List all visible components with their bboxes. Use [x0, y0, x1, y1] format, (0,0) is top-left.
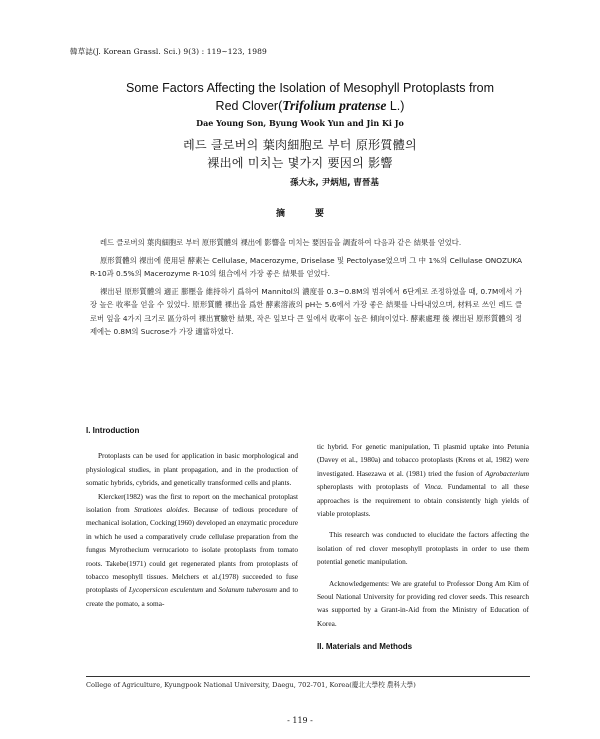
authors-korean: 孫大永, 尹炳旭, 曺晉基 — [290, 178, 379, 188]
abstract-heading: 摘要 — [275, 209, 354, 219]
title-korean-line1: 레드 클로버의 葉肉細胞로 부터 原形質體의 — [183, 138, 417, 152]
title-english-line2 — [60, 97, 560, 115]
title-korean-line2: 裸出에 미치는 몇가지 要因의 影響 — [207, 156, 393, 170]
intro-paragraph-2 — [86, 490, 298, 611]
page-number: - 119 - — [287, 716, 313, 725]
species-name: Trifolium pratense — [282, 98, 387, 113]
intro-paragraph-3 — [317, 440, 529, 520]
footnote-divider — [86, 676, 530, 677]
species-name: Agrobacterium — [485, 468, 529, 478]
title-part: L.) — [386, 99, 405, 113]
species-name: Solanum tuberosum — [218, 585, 277, 595]
authors-english: Dae Young Son, Byung Wook Yun and Jin Ki Jo — [196, 118, 404, 128]
intro-paragraph-1: Protoplasts can be used for application in basic morphological and physiological studies, in plant propagation, and in the production of somatic hybrids, cybrids, and genetically transformed cells and plants. — [86, 451, 298, 488]
acknowledgements: Acknowledgements: We are grateful to Professor Dong Am Kim of Seoul National University for providing red clover seeds. This research was supported by a Grant-in-Aid from the Ministry of Education of Korea. — [317, 578, 529, 628]
text-run: and — [203, 585, 219, 595]
text-run: tic hybrid. For genetic manipulation, Ti plasmid uptake into Petunia (Davey et al., 1980a) and tobacco protoplasts (Krens et al, 1982) were investigated. Hasezawa et al. (1981) tried the fusion of — [317, 442, 529, 478]
abstract-paragraph: 裸出된 原形質體의 適正 膨壓을 維持하기 爲하여 Mannitol의 濃度를 0.3~0.8M의 범위에서 6단계로 조정하였을 때, 0.7M에서 가장 높은 收率을 얻을 수 있었다. 原形質體 裸出을 爲한 酵素溶液의 pH는 5.6에서 가장 좋은 結果를 나타내었으며, 材料로 쓰인 레드 클로버 잎을 4가지 크기로 區分하여 裸出實驗한 結果, 작은 잎보다 큰 잎에서 收率이 높은 傾向이었다. 酵素處理 後 裸出된 原形質體의 정제에는 0.8M의 Sucrose가 가장 適當하였다. — [90, 286, 522, 336]
title-part: Red Clover( — [215, 99, 283, 113]
text-run: spheroplasts with protoplasts of — [317, 482, 425, 492]
journal-citation: 韓草誌(J. Korean Grassl. Sci.) 9(3) : 119~123, 1989 — [70, 47, 267, 56]
text-run: Klercker(1982) was the first to report on the mechanical protoplast isolation from — [86, 491, 298, 515]
title-english — [60, 80, 560, 115]
text-run: . Because of tedious procedure of mechanical isolation, Cocking(1960) developed an enzymatic procedure in which he used a comparatively crude cellulase preparation from the fungus Myrothecium verrucarioto to isolate protoplasts from tomato roots. Takebe(1971) could get regenerated plants from protoplasts of tobacco mesophyll tissues. Melchers et al.(1978) succeeded to fuse protoplasts of — [86, 505, 298, 595]
species-name: Vinca — [424, 482, 441, 492]
column-right — [317, 440, 529, 654]
abstract-paragraph: 原形質體의 裸出에 使用된 酵素는 Cellulase, Macerozyme, Driselase 및 Pectolyase였으며 그 中 1%의 Cellulase ONOZUKA R-10과 0.5%의 Macerozyme R-10의 組合에서 가장 좋은 結果를 얻었다. — [90, 255, 522, 278]
column-left — [86, 424, 298, 610]
intro-paragraph-4: This research was conducted to elucidate the factors affecting the isolation of red clover mesophyll protoplasts in order to use them potential genetic manipulation. — [317, 530, 529, 567]
text-run: . Fundamental to all these approaches is the requirement to obtain consistently high yields of viable protoplasts. — [317, 482, 529, 519]
abstract — [90, 236, 522, 343]
title-korean — [0, 136, 600, 172]
section-heading-introduction: I. Introduction — [86, 426, 140, 435]
title-english-line1: Some Factors Affecting the Isolation of Mesophyll Protoplasts from — [126, 81, 494, 95]
section-heading-materials: II. Materials and Methods — [317, 642, 413, 652]
abstract-paragraph: 레드 클로버의 葉肉細胞로 부터 原形質體의 裸出에 影響을 미치는 要因들을 調査하여 다음과 같은 結果를 얻었다. — [100, 238, 462, 247]
affiliation-footnote: College of Agriculture, Kyungpook National University, Daegu, 702-701, Korea(慶北大學校 農科大學) — [86, 681, 416, 689]
species-name: Lycopersicon esculentum — [128, 585, 204, 595]
text-run: and to create the pomato, a soma- — [86, 585, 298, 608]
species-name: Stratiotes aloides — [134, 505, 188, 515]
